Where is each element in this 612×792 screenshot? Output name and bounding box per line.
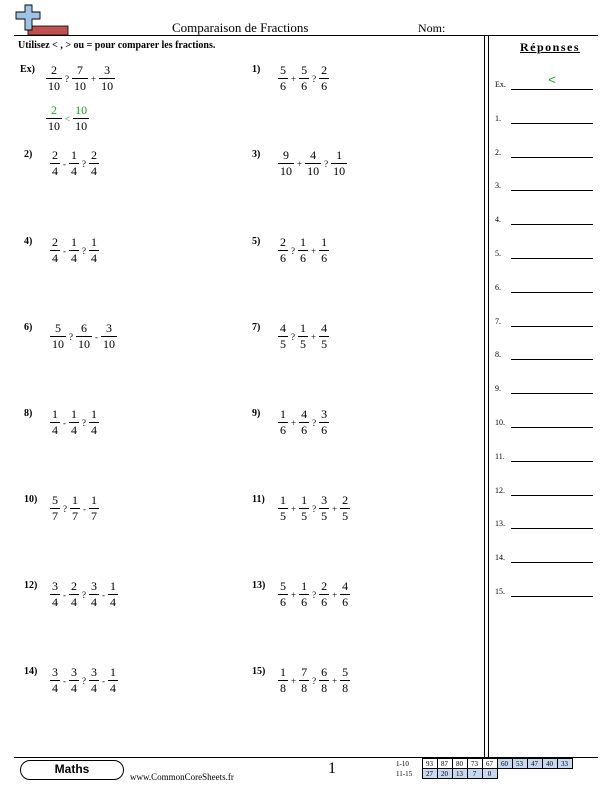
- fraction: $\frac{1}{7}$: [72, 493, 78, 524]
- problem-11: [252, 494, 352, 523]
- fraction: $\frac{2}{4}$: [52, 148, 58, 179]
- problem-13: [252, 580, 352, 609]
- fraction: $\frac{1}{5}$: [300, 321, 306, 352]
- fraction: $\frac{2}{6}$: [321, 579, 328, 610]
- fraction: $\frac{7}{10}$: [74, 63, 86, 94]
- score-cell: 67: [482, 759, 497, 769]
- fraction: $\frac{2}{4}$: [71, 579, 77, 610]
- operator: +: [291, 417, 297, 428]
- answer-number: 11.: [495, 451, 505, 461]
- operator: -: [63, 417, 66, 428]
- problem-label: 12): [24, 580, 38, 591]
- fraction: $\frac{4}{6}$: [342, 579, 349, 610]
- fraction: $\frac{2}{6}$: [280, 235, 286, 266]
- example-problem: [20, 64, 117, 93]
- fraction: $\frac{1}{4}$: [71, 235, 77, 266]
- score-cell: 13: [452, 769, 467, 779]
- answer-row: [495, 344, 595, 360]
- problem-4: [24, 236, 101, 265]
- fraction: $\frac{2}{4}$: [91, 148, 97, 179]
- answer-row: [495, 547, 595, 563]
- score-cell: 60: [497, 759, 512, 769]
- compare-mark: ?: [312, 589, 317, 600]
- answer-blank[interactable]: [511, 326, 593, 327]
- operator: -: [95, 331, 98, 342]
- answer-blank[interactable]: [511, 495, 593, 496]
- fraction: $\frac{5}{7}$: [52, 493, 58, 524]
- score-cell: 87: [437, 759, 452, 769]
- fraction: $\frac{1}{6}$: [301, 579, 308, 610]
- score-cell: 93: [422, 759, 437, 769]
- fraction: $\frac{3}{4}$: [71, 665, 77, 696]
- fraction: $\frac{1}{10}$: [333, 148, 346, 179]
- answer-row: [495, 243, 595, 259]
- fraction: $\frac{3}{10}$: [101, 63, 114, 94]
- site-url: www.CommonCoreSheets.fr: [130, 772, 234, 782]
- score-cell: 53: [512, 759, 527, 769]
- compare-mark: ?: [312, 675, 317, 686]
- answer-row: [495, 378, 595, 394]
- fraction: $\frac{1}{5}$: [280, 493, 286, 524]
- answer-row: [495, 446, 595, 462]
- answer-row: [495, 142, 595, 158]
- fraction: $\frac{1}{4}$: [110, 579, 116, 610]
- answer-number: 14.: [495, 553, 505, 563]
- answer-blank[interactable]: [511, 224, 593, 225]
- answer-blank[interactable]: [511, 258, 593, 259]
- fraction: $\frac{5}{6}$: [301, 63, 308, 94]
- answer-blank[interactable]: [511, 157, 593, 158]
- fraction: $\frac{3}{6}$: [321, 407, 328, 438]
- answer-blank[interactable]: [511, 190, 593, 191]
- answer-blank[interactable]: [511, 596, 593, 597]
- problem-1: [252, 64, 331, 93]
- problem-5: [252, 236, 331, 265]
- plus-logo-icon: [14, 4, 70, 36]
- problem-label: 9): [252, 408, 261, 419]
- answer-blank[interactable]: [511, 123, 593, 124]
- instructions: Utilisez < , > ou = pour comparer les fractions.: [18, 40, 216, 51]
- answer-number: 1.: [495, 113, 501, 123]
- compare-mark: ?: [312, 503, 317, 514]
- answers-title: Réponses: [520, 40, 581, 54]
- fraction: $\frac{5}{10}$: [52, 321, 64, 352]
- operator: -: [63, 245, 66, 256]
- answer-number: 12.: [495, 485, 505, 495]
- answer-number: 6.: [495, 282, 501, 292]
- answer-blank[interactable]: [511, 393, 593, 394]
- fraction: $\frac{1}{8}$: [280, 665, 286, 696]
- answer-row: [495, 175, 595, 191]
- fraction: $\frac{2}{5}$: [342, 493, 349, 524]
- fraction: $\frac{1}{4}$: [91, 407, 97, 438]
- fraction: $\frac{3}{4}$: [52, 665, 58, 696]
- operator: -: [63, 675, 66, 686]
- answer-row: [495, 74, 595, 90]
- score-row-label: 1-10: [396, 759, 409, 768]
- fraction: $\frac{1}{6}$: [300, 235, 306, 266]
- answer-row: [495, 277, 595, 293]
- answer-number: 8.: [495, 350, 501, 360]
- answer-row: [495, 480, 595, 496]
- subject-badge: Maths: [20, 760, 124, 780]
- fraction: $\frac{4}{5}$: [280, 321, 286, 352]
- operator: +: [291, 589, 297, 600]
- operator: +: [291, 675, 297, 686]
- fraction: $\frac{1}{4}$: [71, 148, 77, 179]
- fraction: $\frac{2}{4}$: [52, 235, 58, 266]
- fraction: $\frac{1}{4}$: [71, 407, 77, 438]
- fraction: $\frac{3}{4}$: [52, 579, 58, 610]
- compare-mark: ?: [82, 245, 86, 256]
- problem-label: 3): [252, 149, 261, 160]
- fraction: $\frac{2}{10}$: [48, 103, 60, 134]
- answer-number: 13.: [495, 519, 505, 529]
- fraction: $\frac{4}{5}$: [321, 321, 328, 352]
- answer-number: 10.: [495, 418, 505, 427]
- fraction: $\frac{1}{6}$: [280, 407, 286, 438]
- problem-10: [24, 494, 101, 523]
- problem-label: 4): [24, 236, 33, 247]
- fraction: $\frac{1}{5}$: [301, 493, 308, 524]
- compare-mark: ?: [65, 73, 69, 84]
- fraction: $\frac{1}{6}$: [321, 235, 328, 266]
- operator: +: [291, 73, 297, 84]
- operator: +: [297, 158, 303, 169]
- answer-number: 3.: [495, 181, 501, 191]
- answer-value: <: [548, 72, 556, 87]
- score-cell: 47: [527, 759, 542, 769]
- operator: +: [311, 331, 317, 342]
- answer-blank[interactable]: [511, 359, 593, 360]
- compare-mark: ?: [82, 589, 86, 600]
- fraction: $\frac{5}{8}$: [342, 665, 349, 696]
- answer-blank[interactable]: [511, 72, 593, 90]
- answer-blank[interactable]: [511, 292, 593, 293]
- problem-label: Ex): [20, 64, 35, 75]
- score-table: [396, 758, 573, 779]
- problem-label: 6): [24, 322, 33, 333]
- score-cell: 7: [467, 769, 482, 779]
- operator: +: [311, 245, 317, 256]
- operator: +: [91, 73, 97, 84]
- operator: +: [291, 503, 297, 514]
- problem-label: 11): [252, 494, 265, 505]
- compare-mark: ?: [291, 245, 295, 256]
- operator: -: [63, 158, 66, 169]
- operator: -: [63, 589, 66, 600]
- problem-15: [252, 666, 352, 695]
- operator: +: [332, 503, 338, 514]
- fraction: $\frac{3}{5}$: [321, 493, 328, 524]
- compare-symbol: <: [65, 113, 71, 124]
- problem-9: [252, 408, 331, 437]
- compare-mark: ?: [312, 417, 317, 428]
- answer-row: [495, 513, 595, 529]
- fraction: $\frac{4}{6}$: [301, 407, 308, 438]
- score-cell: 40: [542, 759, 557, 769]
- problem-label: 15): [252, 666, 266, 677]
- fraction: $\frac{10}{10}$: [75, 103, 88, 134]
- compare-mark: ?: [324, 158, 329, 169]
- answer-row: [495, 311, 595, 327]
- problem-7: [252, 322, 331, 351]
- score-cell: 33: [557, 759, 572, 769]
- answer-number: 2.: [495, 147, 501, 157]
- problem-12: [24, 580, 120, 609]
- name-label: Nom:: [418, 21, 446, 35]
- operator: -: [83, 503, 86, 514]
- operator: -: [102, 675, 105, 686]
- fraction: $\frac{1}{4}$: [52, 407, 58, 438]
- problem-label: 7): [252, 322, 261, 333]
- fraction: $\frac{5}{6}$: [280, 63, 286, 94]
- fraction: $\frac{1}{4}$: [91, 235, 97, 266]
- problem-label: 8): [24, 408, 33, 419]
- answer-row: [495, 209, 595, 225]
- fraction: $\frac{2}{10}$: [48, 63, 60, 94]
- compare-mark: ?: [63, 503, 67, 514]
- score-cell: 80: [452, 759, 467, 769]
- header-divider: [14, 35, 598, 36]
- answer-number: 15.: [495, 587, 505, 596]
- operator: +: [332, 675, 338, 686]
- answer-number: 9.: [495, 384, 501, 394]
- compare-mark: ?: [291, 331, 295, 342]
- score-cell: 73: [467, 759, 482, 769]
- problem-label: 1): [252, 64, 261, 75]
- score-cell: 0: [482, 769, 497, 779]
- problem-label: 10): [24, 494, 38, 505]
- fraction: $\frac{5}{6}$: [280, 579, 286, 610]
- fraction: $\frac{3}{4}$: [91, 579, 97, 610]
- problem-8: [24, 408, 101, 437]
- fraction: $\frac{6}{10}$: [78, 321, 90, 352]
- problem-label: 13): [252, 580, 266, 591]
- fraction: $\frac{9}{10}$: [280, 148, 292, 179]
- problem-6: [24, 322, 119, 351]
- problem-3: [252, 149, 349, 178]
- problem-label: 2): [24, 149, 33, 160]
- compare-mark: ?: [82, 417, 86, 428]
- answer-number: 7.: [495, 316, 501, 326]
- problem-label: 14): [24, 666, 38, 677]
- column-divider: [484, 35, 485, 757]
- score-cell: 20: [437, 769, 452, 779]
- example-solution: [44, 104, 91, 133]
- fraction: $\frac{1}{4}$: [110, 665, 116, 696]
- fraction: $\frac{7}{8}$: [301, 665, 308, 696]
- page-title: Comparaison de Fractions: [172, 20, 309, 35]
- operator: +: [332, 589, 338, 600]
- problem-2: [24, 149, 101, 178]
- score-row-label: 11-15: [396, 769, 413, 778]
- fraction: $\frac{3}{10}$: [103, 321, 115, 352]
- problem-label: 5): [252, 236, 261, 247]
- compare-mark: ?: [312, 73, 317, 84]
- answer-number: Ex.: [495, 80, 506, 89]
- problem-14: [24, 666, 120, 695]
- answer-row: [495, 412, 595, 428]
- answer-blank[interactable]: [511, 427, 593, 428]
- answer-row: [495, 108, 595, 124]
- page-number: 1: [328, 760, 336, 777]
- fraction: $\frac{1}{7}$: [91, 493, 97, 524]
- compare-mark: ?: [82, 675, 86, 686]
- column-divider: [488, 35, 489, 757]
- compare-mark: ?: [69, 331, 73, 342]
- compare-mark: ?: [82, 158, 86, 169]
- fraction: $\frac{3}{4}$: [91, 665, 97, 696]
- operator: -: [102, 589, 105, 600]
- score-cell: 27: [422, 769, 437, 779]
- fraction: $\frac{6}{8}$: [321, 665, 328, 696]
- fraction: $\frac{4}{10}$: [307, 148, 320, 179]
- answer-blank[interactable]: [511, 528, 593, 529]
- answer-number: 4.: [495, 215, 501, 225]
- answer-blank[interactable]: [511, 562, 593, 563]
- fraction: $\frac{2}{6}$: [321, 63, 328, 94]
- answer-blank[interactable]: [511, 461, 593, 462]
- answer-row: [495, 581, 595, 597]
- answer-number: 5.: [495, 249, 501, 258]
